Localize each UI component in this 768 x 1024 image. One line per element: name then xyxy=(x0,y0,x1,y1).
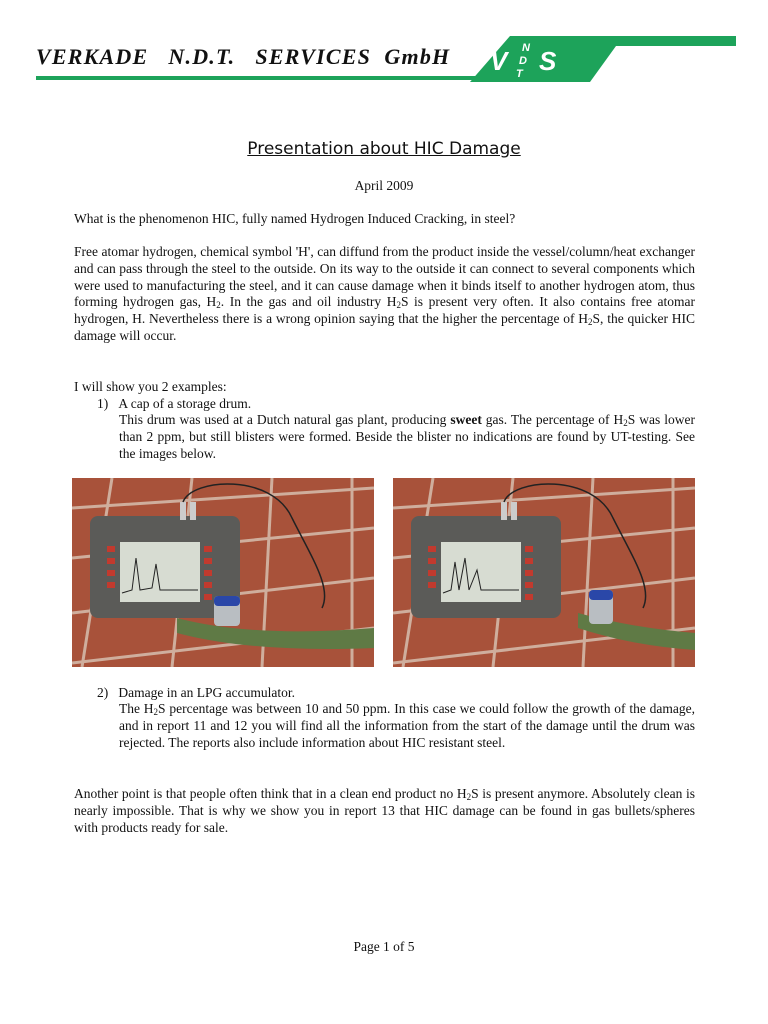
list-item-2 xyxy=(97,685,295,702)
list-number: 2) xyxy=(97,685,109,700)
ut-device-photo-2 xyxy=(393,478,695,667)
closing-paragraph: Another point is that people often think that in a clean end product no $H_2S$ is present anymore. Absolutely clean is nearly impossible. That is why we show you in report 13 that HIC damage can be found in gas bullets/spheres with products ready for sale. xyxy=(74,786,695,835)
list-item-1 xyxy=(97,396,251,413)
ut-device-photo-1 xyxy=(72,478,374,667)
vndts-logo xyxy=(470,36,736,82)
document-date: April 2009 xyxy=(354,178,414,193)
logo-letter-s: S xyxy=(539,46,557,76)
list-title: A cap of a storage drum. xyxy=(118,396,252,411)
document-title: Presentation about HIC Damage xyxy=(247,139,521,159)
logo-letter-t: T xyxy=(516,68,523,80)
page-number: Page 1 of 5 xyxy=(353,939,415,954)
logo-letter-d: D xyxy=(519,55,527,67)
list-number: 1) xyxy=(97,396,109,411)
logo-letter-v: V xyxy=(490,46,508,76)
example-2-text: The $H_2S$ percentage was between 10 and 50 ppm. In this case we could follow the growth of the damage, and in report 11 and 12 you will find all the information from the start of the damage until the drum was rejected. The reports also include information about HIC resistant steel. xyxy=(119,701,695,750)
logo-letter-n: N xyxy=(522,42,530,54)
examples-intro: I will show you 2 examples: xyxy=(74,379,227,394)
question-paragraph: What is the phenomenon HIC, fully named Hydrogen Induced Cracking, in steel? xyxy=(74,211,516,226)
intro-paragraph: Free atomar hydrogen, chemical symbol 'H', can diffund from the product inside the vessel/column/heat exchanger and can pass through the steel to the outside. On its way to the outside it can connect to several components which were used to manufacturing the steel, and it can cause damage when it binds itself to another hydrogen atom, thus forming hydrogen gas, $H_2$. In the gas and oil industry $H_2S$ is present very often. It also contains free atomar hydrogen, H. Nevertheless there is a wrong opinion saying that the higher the percentage of $H_2S$, the quicker HIC damage will occur. xyxy=(74,244,695,343)
list-title: Damage in an LPG accumulator. xyxy=(118,685,295,700)
company-name: VERKADE N.D.T. SERVICES GmbH xyxy=(36,44,451,69)
example-1-text: This drum was used at a Dutch natural gas plant, producing sweet gas. The percentage of $H_2S$ was lower than 2 ppm, but still blisters were formed. Beside the blister no indications are found by UT-testing. See the images below. xyxy=(119,412,695,461)
letterhead xyxy=(0,0,768,90)
